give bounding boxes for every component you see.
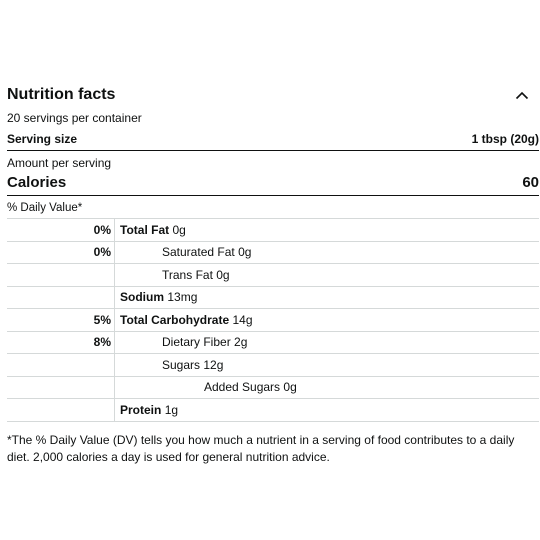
nutrient-cell (115, 331, 540, 354)
nutrient-name: Dietary Fiber (162, 335, 231, 350)
nutrient-cell (115, 286, 540, 309)
table-row (7, 309, 539, 332)
nutrition-facts-panel (7, 82, 539, 466)
nutrient-table (7, 219, 539, 422)
nutrient-amount: 13mg (167, 290, 198, 305)
daily-value-percent: 0% (7, 241, 115, 264)
calories-row (7, 173, 539, 196)
nutrient-cell (115, 264, 540, 287)
nutrient-amount: 14g (232, 312, 253, 327)
daily-value-percent (7, 264, 115, 287)
chevron-up-icon[interactable] (509, 85, 535, 105)
nutrient-name: Trans Fat (162, 267, 213, 282)
daily-value-percent (7, 354, 115, 377)
nutrient-cell (115, 219, 540, 241)
nutrient-cell (115, 241, 540, 264)
daily-value-percent: 8% (7, 331, 115, 354)
nutrient-name: Sugars (162, 357, 201, 372)
daily-value-footnote: *The % Daily Value (DV) tells you how much a nutrient in a serving of food contributes to a daily diet. 2,000 calories a day is used for general nutrition advice. (7, 432, 515, 464)
nutrient-cell (115, 376, 540, 399)
nutrient-amount: 2g (234, 335, 248, 350)
table-row (7, 264, 539, 287)
table-row (7, 376, 539, 399)
nutrient-amount: 0g (283, 380, 297, 395)
serving-size-row (7, 128, 539, 151)
daily-value-percent (7, 376, 115, 399)
calories-label: Calories (7, 174, 67, 191)
nutrient-amount: 1g (164, 402, 179, 417)
table-row (7, 219, 539, 241)
nutrient-cell (115, 309, 540, 332)
daily-value-percent: 0% (7, 219, 115, 241)
nutrient-amount: 0g (172, 222, 186, 237)
nutrient-name: Sodium (120, 290, 164, 305)
daily-value-percent (7, 399, 115, 422)
nutrient-cell (115, 354, 540, 377)
nutrient-amount: 0g (238, 245, 252, 260)
table-row (7, 241, 539, 264)
serving-size-label: Serving size (7, 132, 78, 146)
table-row (7, 399, 539, 422)
daily-value-percent (7, 286, 115, 309)
servings-per-container: 20 servings per container (7, 111, 142, 125)
nutrient-name: Saturated Fat (162, 245, 235, 260)
nutrient-amount: 12g (203, 357, 224, 372)
calories-value: 60 (522, 174, 539, 191)
daily-value-header: % Daily Value* (7, 196, 539, 219)
nutrient-name: Total Fat (120, 222, 170, 237)
table-row (7, 354, 539, 377)
daily-value-percent: 5% (7, 309, 115, 332)
nutrient-cell (115, 399, 540, 422)
serving-size-value: 1 tbsp (20g) (471, 132, 539, 146)
nutrient-name: Protein (120, 402, 162, 417)
nutrient-name: Total Carbohydrate (120, 312, 230, 327)
table-row (7, 331, 539, 354)
amount-per-serving: Amount per serving (7, 156, 112, 170)
nutrition-header[interactable] (7, 82, 539, 108)
table-row (7, 286, 539, 309)
nutrient-amount: 0g (216, 267, 230, 282)
nutrition-title: Nutrition facts (7, 86, 116, 103)
nutrient-name: Added Sugars (204, 380, 281, 395)
